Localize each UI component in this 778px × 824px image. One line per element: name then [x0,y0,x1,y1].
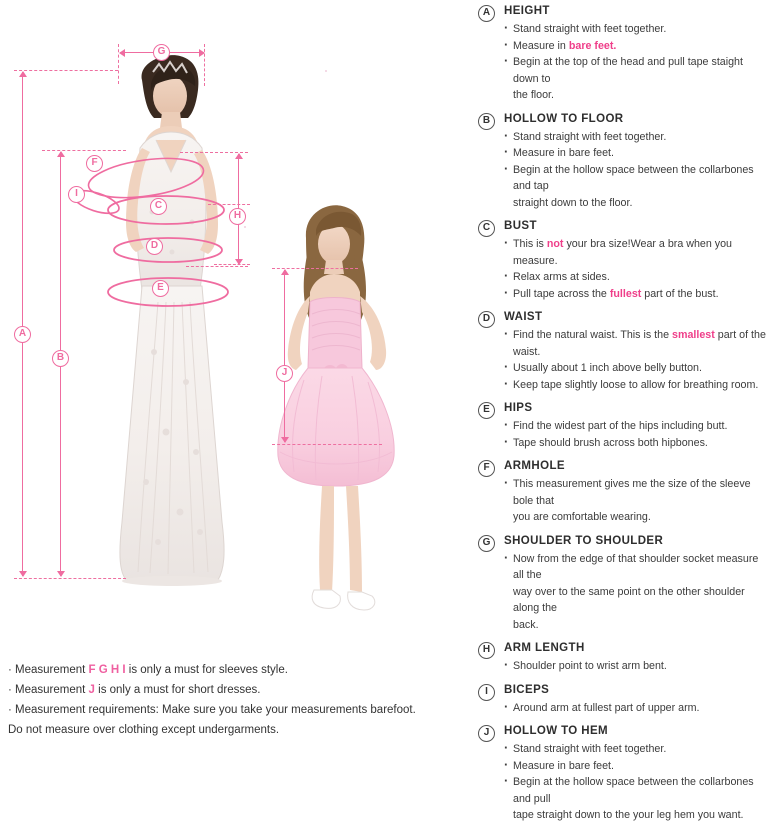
entry-letter-badge: A [478,5,495,22]
guide-hips-ellipse [104,268,238,316]
entry-text: Begin at the hollow space between the collarbones and tap [513,163,754,192]
entry-line [504,54,770,87]
entry-text: Stand straight with feet together. [513,23,667,35]
entry-line [504,758,770,775]
entry-lines [504,129,770,212]
marker-I: I [68,186,85,203]
entry-line [504,807,770,824]
short-dress-figure [268,200,408,630]
long-dress-figure [96,52,252,592]
marker-F: F [86,155,103,172]
entry-text: back. [513,618,539,631]
note-line [8,680,460,700]
definition-entry [478,684,770,717]
definitions-panel [472,0,778,821]
note-text: · Measurement [8,684,89,696]
entry-letter-badge: J [478,725,495,742]
entry-line [504,269,770,286]
definition-entry [478,460,770,526]
marker-H: H [229,208,246,225]
entry-lines [504,327,770,393]
note-line [8,700,460,720]
entry-lines [504,700,770,717]
entry-line [504,418,770,435]
entry-line [504,774,770,807]
entry-line [504,377,770,394]
entry-text: Keep tape slightly loose to allow for breathing room. [513,378,759,391]
marker-E: E [152,280,169,297]
entry-line [504,162,770,195]
arrow-height [22,72,23,576]
entry-text: This is [513,238,547,250]
guide-bust-ellipse [104,186,234,234]
entry-highlight: fullest [609,287,642,300]
entry-title: HIPS [504,402,533,414]
entry-highlight: bare feet. [568,39,617,52]
entry-text: Find the widest part of the hips including butt. [513,420,728,432]
entry-line [504,21,770,38]
entry-line [504,327,770,360]
entry-text: part of the waist. [513,329,766,358]
entry-text: Measure in bare feet. [513,759,614,772]
entry-line [504,87,770,104]
note-highlight: J [88,684,95,696]
entry-line [504,700,770,717]
definition-entry [478,311,770,393]
entry-letter-badge: H [478,642,495,659]
entry-lines [504,476,770,526]
guide-waist-ellipse [110,228,230,272]
entry-text: Stand straight with feet together. [513,743,667,755]
entry-line [504,509,770,526]
note-text: · Measurement [8,664,89,676]
marker-J: J [276,365,293,382]
entry-text: Pull tape across the [513,287,610,300]
entry-letter-badge: C [478,220,495,237]
entry-line [504,129,770,146]
watermark-dot [325,70,327,72]
entry-line [504,145,770,162]
marker-G: G [153,44,170,61]
entry-line [504,360,770,377]
entry-text: Find the natural waist. This is the [513,329,673,341]
guide-height-top [14,70,118,71]
entry-title: BUST [504,220,537,232]
entry-letter-badge: G [478,535,495,552]
entry-letter-badge: F [478,460,495,477]
entry-letter-badge: I [478,684,495,701]
entry-line [504,236,770,269]
entry-title: BICEPS [504,683,550,696]
entry-text: This measurement gives me the size of the sleeve bole that [513,478,751,507]
entry-text: your bra size!Wear a bra when you measure. [513,238,732,267]
entry-text: Around arm at fullest part of upper arm. [513,701,700,714]
notes-block [8,660,460,740]
marker-C: C [150,198,167,215]
note-text: · Measurement requirements: Make sure you take your measurements barefoot. [8,704,416,716]
entry-title: WAIST [504,311,543,323]
entry-text: Measure in bare feet. [513,147,614,159]
marker-B: B [52,350,69,367]
guide-bust-tick [208,204,250,205]
entry-highlight: smallest [672,329,715,341]
entry-line [504,286,770,303]
entry-title: HOLLOW TO HEM [504,725,609,737]
definition-entry [478,220,770,302]
entry-title: HEIGHT [504,5,550,17]
entry-line [504,584,770,617]
entry-title: SHOULDER TO SHOULDER [504,534,664,547]
entry-title: ARM LENGTH [504,642,585,654]
entry-text: the floor. [513,89,554,101]
marker-A: A [14,326,31,343]
entry-highlight: not [546,238,564,250]
entry-lines [504,236,770,302]
note-highlight: F G H I [88,664,126,676]
guide-height-bottom [14,578,126,579]
entry-text: Usually about 1 inch above belly button. [513,362,702,374]
entry-text: part of the bust. [641,287,719,300]
entry-letter-badge: D [478,311,495,328]
entry-line [504,741,770,758]
entry-line [504,617,770,634]
definition-entry [478,642,770,675]
note-line [8,660,460,680]
entry-lines [504,21,770,104]
definition-entry [478,113,770,212]
entry-line [504,658,770,675]
note-text: is only a must for sleeves style. [125,664,288,676]
definition-entry [478,725,770,824]
watermark-dot [244,226,246,228]
entry-text: Stand straight with feet together. [513,130,667,143]
note-text: Do not measure over clothing except undergarments. [8,724,280,736]
entry-text: way over to the same point on the other shoulder along the [513,585,745,614]
guide-waist-tick [214,264,250,265]
entry-text: straight down to the floor. [513,196,633,209]
entry-line [504,476,770,509]
entry-text: Measure in [513,39,569,52]
entry-lines [504,551,770,634]
entry-line [504,38,770,55]
arrow-hollow-to-hem [284,270,285,442]
entry-lines [504,658,770,675]
entry-letter-badge: B [478,113,495,130]
entry-text: Relax arms at sides. [513,271,610,283]
entry-lines [504,741,770,824]
entry-text: Tape should brush across both hipbones. [513,436,708,449]
note-text: is only a must for short dresses. [94,684,261,696]
definitions-list [478,5,770,824]
entry-letter-badge: E [478,402,495,419]
guide-hem-bottom [272,444,382,445]
entry-text: Shoulder point to wrist arm bent. [513,660,667,672]
entry-title: ARMHOLE [504,460,565,472]
entry-text: tape straight down to the your leg hem you want. [513,809,744,821]
note-line [8,720,460,740]
entry-line [504,435,770,452]
entry-line [504,551,770,584]
entry-text: Now from the edge of that shoulder socket measure all the [513,552,759,581]
definition-entry [478,535,770,634]
definition-entry [478,5,770,104]
entry-title: HOLLOW TO FLOOR [504,112,624,125]
entry-text: Begin at the top of the head and pull tape staight down to [513,56,743,85]
marker-D: D [146,238,163,255]
definition-entry [478,402,770,451]
entry-line [504,195,770,212]
entry-text: you are comfortable wearing. [513,511,651,523]
entry-lines [504,418,770,451]
entry-text: Begin at the hollow space between the collarbones and pull [513,776,754,805]
